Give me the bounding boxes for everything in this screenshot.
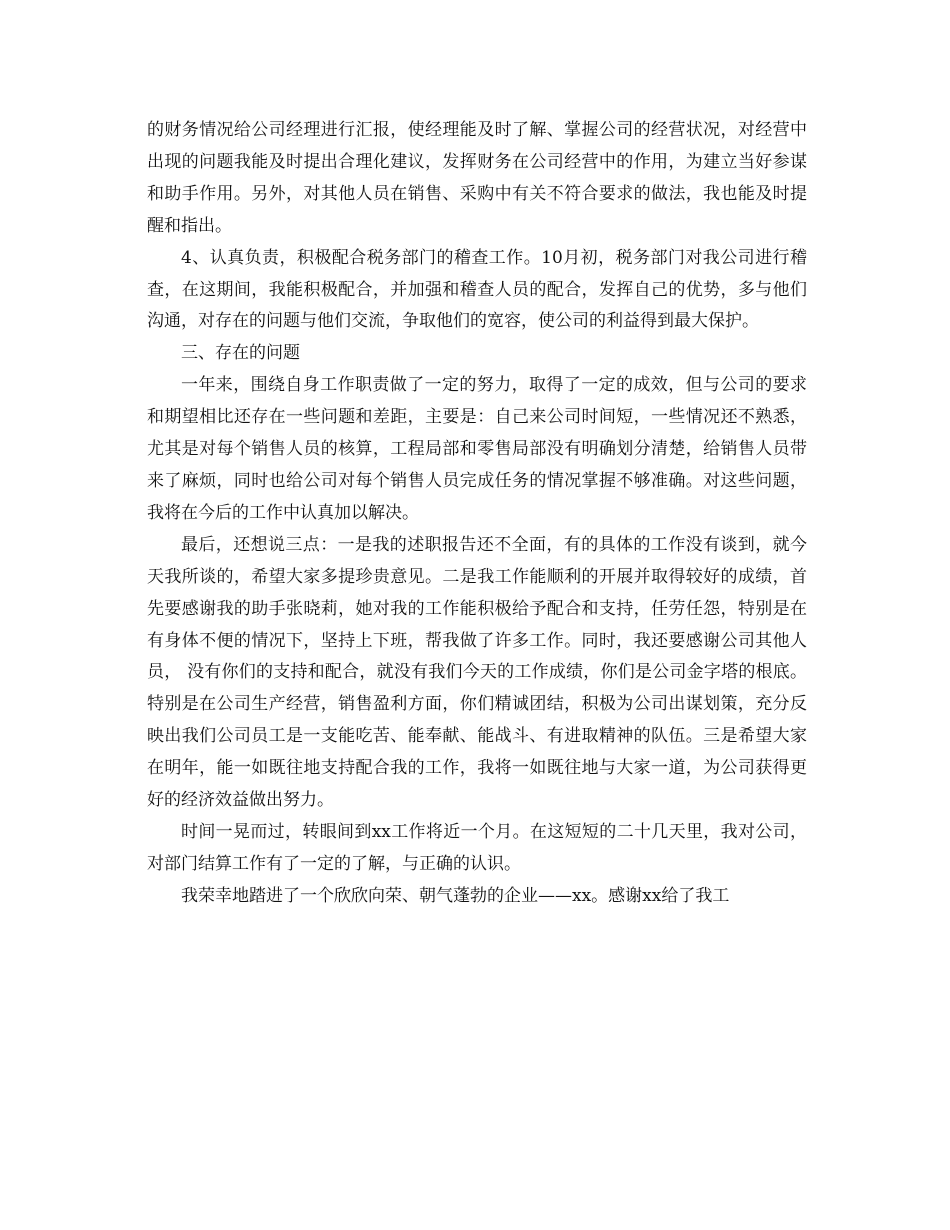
paragraph-finance-report-continued: 的财务情况给公司经理进行汇报，使经理能及时了解、掌握公司的经营状况，对经营中出现的问题我能及时提出合理化建议，发挥财务在公司经营中的作用，为建立当好参谋和助手作用。另外，对其他人员在销售、采购中有关不符合要求的做法，我也能及时提醒和指出。 [147,120,807,236]
section-heading-problems: 三、存在的问题 [181,343,300,364]
paragraph-closing-remarks: 最后，还想说三点：一是我的述职报告还不全面，有的具体的工作没有谈到，就今天我所谈的，希望大家多提珍贵意见。二是我工作能顺利的开展并取得较好的成绩，首先要感谢我的助手张晓莉，她对我的工作能积极给予配合和支持，任劳任怨，特别是在有身体不便的情况下，坚持上下班，帮我做了许多工作。同时，我还要感谢公司其他人员， 没有你们的支持和配合，就没有我们今天的工作成绩，你们是公司金字塔的根底。特别是在公司生产经营，销售盈利方面，你们精诚团结，积极为公司出谋划策，充分反映出我们公司员工是一支能吃苦、能奉献、能战斗、有进取精神的队伍。三是希望大家在明年，能一如既往地支持配合我的工作，我将一如既往地与大家一道，为公司获得更好的经济效益做出努力。 [147,534,807,811]
paragraph-one-month: 时间一晃而过，转眼间到xx工作将近一个月。在这短短的二十几天里，我对公司，对部门结算工作有了一定的了解，与正确的认识。 [147,821,807,874]
paragraph-problems: 一年来，围绕自身工作职责做了一定的努力，取得了一定的成效，但与公司的要求和期望相比还存在一些问题和差距，主要是：自己来公司时间短，一些情况还不熟悉，尤其是对每个销售人员的核算，工程局部和零售局部没有明确划分清楚，给销售人员带来了麻烦，同时也给公司对每个销售人员完成任务的情况掌握不够准确。对这些问题，我将在今后的工作中认真加以解决。 [147,375,807,523]
paragraph-tax-audit: 4、认真负责，积极配合税务部门的稽查工作。10月初，税务部门对我公司进行稽查，在这期间，我能积极配合，并加强和稽查人员的配合，发挥自己的优势，多与他们沟通，对存在的问题与他们交流，争取他们的宽容，使公司的利益得到最大保护。 [147,247,807,332]
paragraph-joining-company: 我荣幸地踏进了一个欣欣向荣、朝气蓬勃的企业——xx。感谢xx给了我工 [181,885,730,906]
document-page [147,115,807,913]
